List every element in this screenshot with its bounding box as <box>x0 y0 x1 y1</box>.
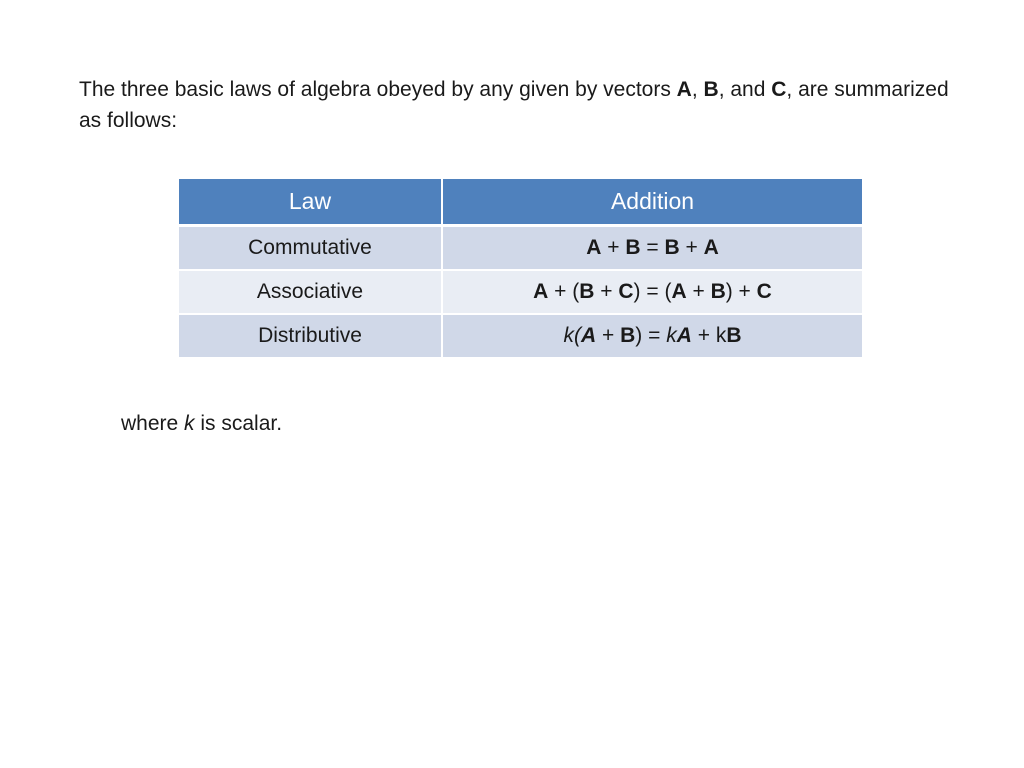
vector-c: C <box>771 78 787 101</box>
header-addition: Addition <box>442 179 862 226</box>
table-row-commutative <box>179 226 862 271</box>
formula-commutative: A + B = B + A <box>442 226 862 271</box>
intro-text-2: , are summarized as follows: <box>79 78 949 132</box>
header-law: Law <box>179 179 442 226</box>
note-k: k <box>184 412 195 435</box>
scalar-note <box>121 408 282 439</box>
laws-table <box>179 179 862 359</box>
law-associative: Associative <box>179 270 442 314</box>
table-row-distributive <box>179 314 862 358</box>
formula-associative: A + (B + C) = (A + B) + C <box>442 270 862 314</box>
vector-a: A <box>676 78 692 101</box>
note-text-1: where <box>121 412 185 435</box>
intro-sep-1: , <box>691 78 704 101</box>
vector-b: B <box>703 78 719 101</box>
intro-text-1: The three basic laws of algebra obeyed by any given by vectors <box>79 78 677 101</box>
table-row-associative <box>179 270 862 314</box>
table-header-row <box>179 179 862 226</box>
intro-sep-2: , and <box>718 78 772 101</box>
intro-paragraph <box>79 74 959 136</box>
law-distributive: Distributive <box>179 314 442 358</box>
formula-distributive: k(A + B) = kA + kB <box>442 314 862 358</box>
law-commutative: Commutative <box>179 226 442 271</box>
note-text-2: is scalar. <box>194 412 283 435</box>
